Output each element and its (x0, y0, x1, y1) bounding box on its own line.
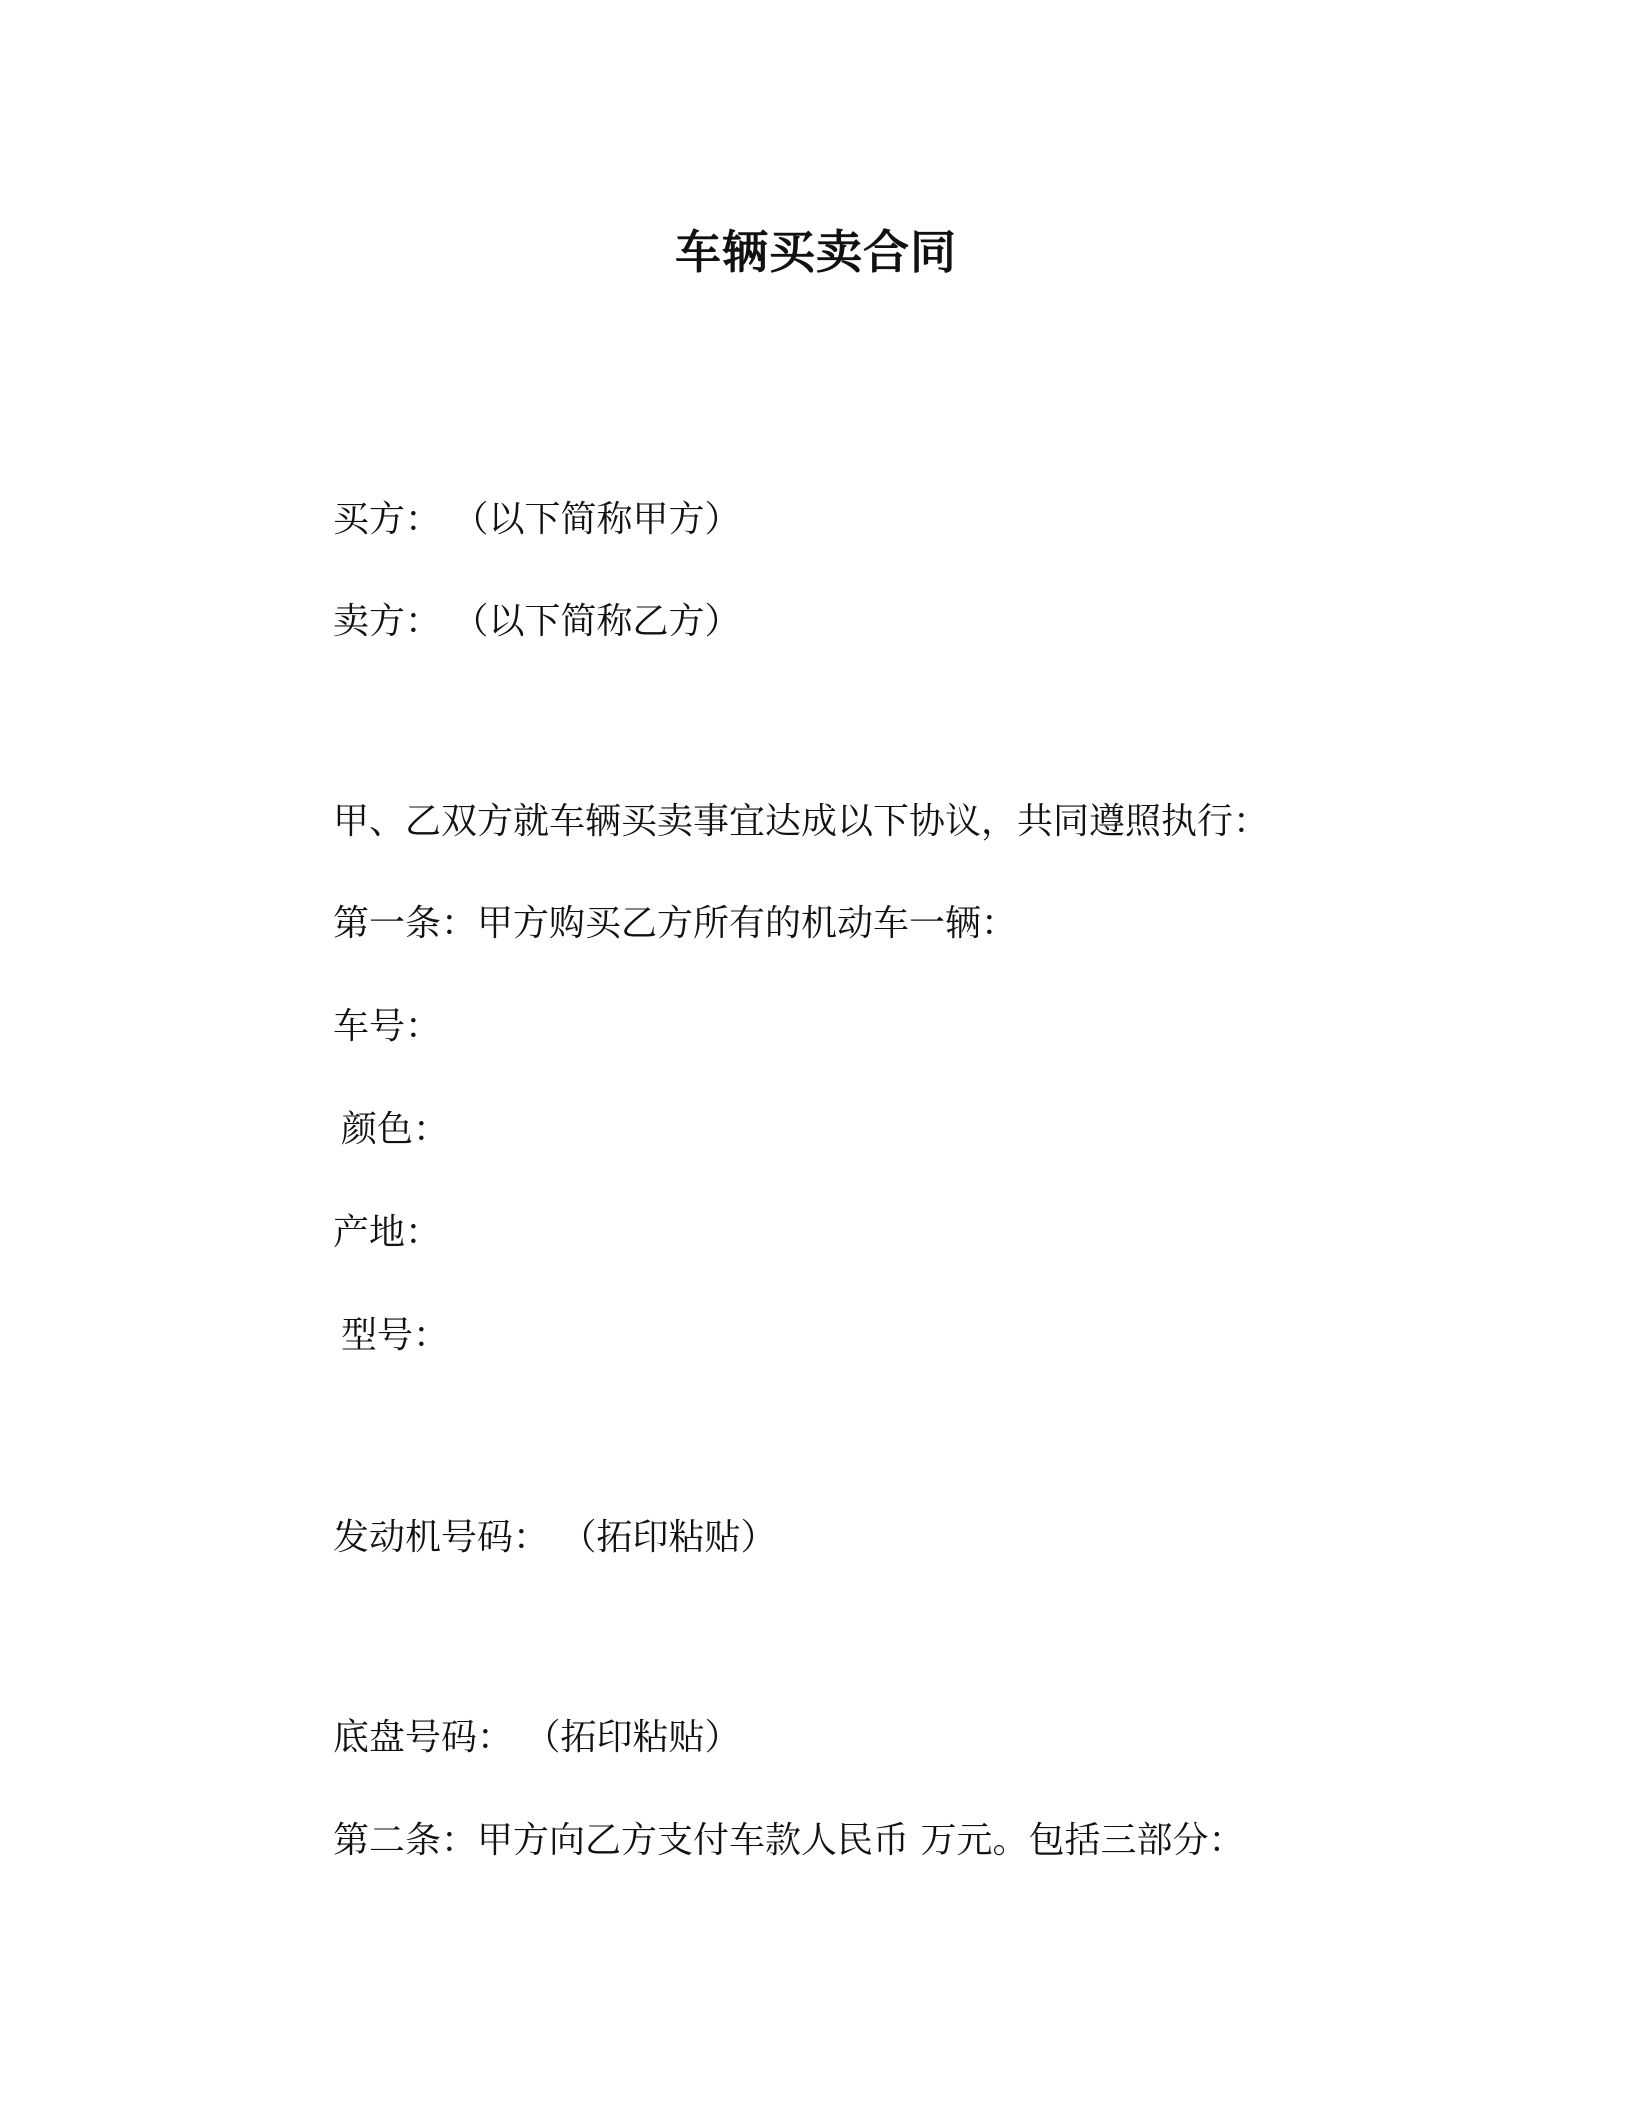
article-1: 第一条：甲方购买乙方所有的机动车一辆： (333, 903, 1018, 944)
color-field: 颜色： (341, 1109, 450, 1150)
engine-number-field: 发动机号码： （拓印粘贴） (333, 1517, 777, 1558)
chassis-number-field: 底盘号码： （拓印粘贴） (333, 1717, 741, 1758)
buyer-line: 买方： （以下简称甲方） (333, 499, 741, 540)
plate-number-field: 车号： (333, 1006, 442, 1047)
seller-line: 卖方： （以下简称乙方） (333, 601, 741, 642)
model-field: 型号： (341, 1315, 450, 1356)
document-title: 车辆买卖合同 (675, 225, 957, 279)
origin-field: 产地： (333, 1212, 442, 1253)
article-2: 第二条：甲方向乙方支付车款人民币 万元。包括三部分： (333, 1820, 1245, 1861)
intro-paragraph: 甲、乙双方就车辆买卖事宜达成以下协议，共同遵照执行： (333, 801, 1270, 842)
